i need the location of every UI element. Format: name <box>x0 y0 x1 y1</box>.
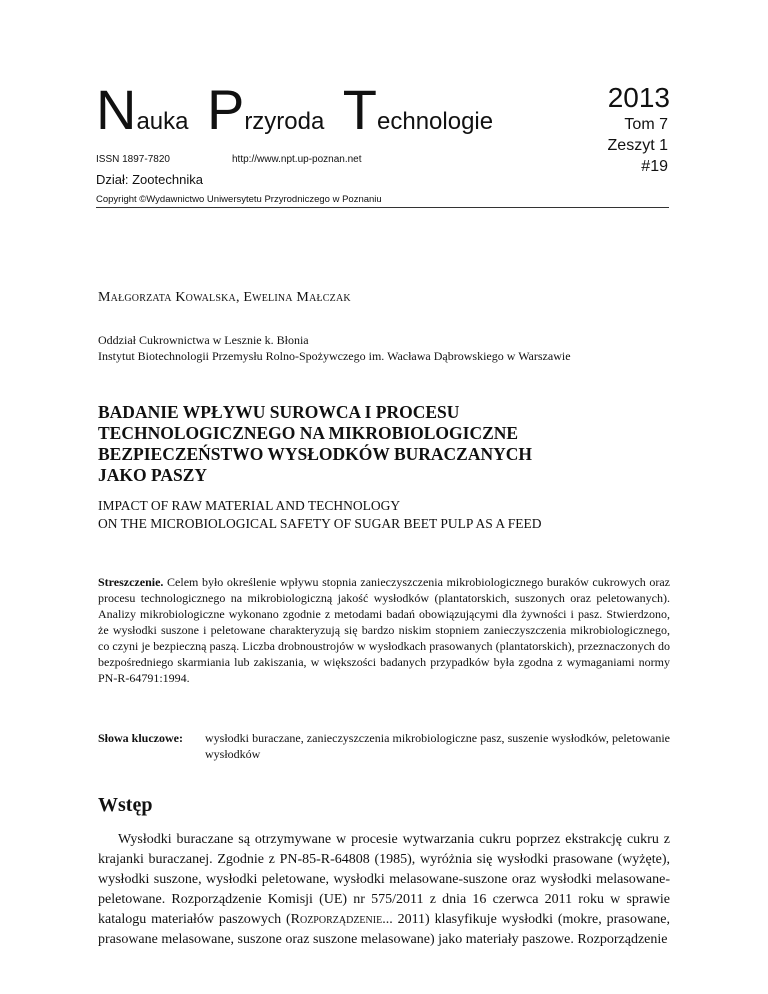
intro-text-part: ... 2011) klasyfikuje wysłodki (mokre, prasowane, prasowane melasowane, suszone oraz suszone melasowane) jako materiały paszowe. Rozporządzenie <box>98 912 670 947</box>
keywords-label: Słowa kluczowe: <box>98 731 183 745</box>
title-line: BEZPIECZEŃSTWO WYSŁODKÓW BURACZANYCH <box>98 444 533 464</box>
journal-url[interactable]: http://www.npt.up-poznan.net <box>232 154 362 165</box>
intro-paragraph <box>98 830 670 950</box>
journal-logo <box>96 78 507 141</box>
number-label: #19 <box>641 158 668 175</box>
intro-citation: Rozporządzenie <box>290 912 383 927</box>
keywords <box>98 730 670 762</box>
keywords-text: wysłodki buraczane, zanieczyszczenia mikrobiologiczne pasz, suszenie wysłodków, peletowanie wysłodków <box>205 731 670 761</box>
section-heading-intro: Wstęp <box>98 794 153 816</box>
title-line: TECHNOLOGICZNEGO NA MIKROBIOLOGICZNE <box>98 423 519 443</box>
copyright-notice: Copyright ©Wydawnictwo Uniwersytetu Przyrodniczego w Poznaniu <box>96 194 382 205</box>
issn: ISSN 1897-7820 <box>96 154 170 165</box>
abstract-label: Streszczenie. <box>98 575 164 589</box>
section-label: Dział: Zootechnika <box>96 172 203 187</box>
title-line: BADANIE WPŁYWU SUROWCA I PROCESU <box>98 402 460 422</box>
journal-word-1: Nauka <box>96 78 189 141</box>
volume-label: Tom 7 <box>624 116 668 133</box>
issue-info <box>608 114 668 177</box>
journal-word-3: Technologie <box>342 78 494 141</box>
issue-label: Zeszyt 1 <box>607 137 668 154</box>
title-line: ON THE MICROBIOLOGICAL SAFETY OF SUGAR BEET PULP AS A FEED <box>98 516 542 531</box>
affiliation <box>98 332 571 364</box>
affiliation-line: Oddział Cukrownictwa w Lesznie k. Błonia <box>98 333 309 347</box>
title-line: IMPACT OF RAW MATERIAL AND TECHNOLOGY <box>98 498 401 513</box>
journal-word-2: Przyroda <box>206 78 325 141</box>
abstract-text: Celem było określenie wpływu stopnia zanieczyszczenia mikrobiologicznego buraków cukrowych oraz procesu technologicznego na mikrobiologiczną jakość wysłodków (plantatorskich, suszonych oraz peletowanych). Analizy mikrobiologiczne wykonano zgodnie z metodami badań obowiązującymi dla żywności i pasz. Stwierdzono, że wysłodki suszone i peletowane charakteryzują się bardzo niskim stopniem zanieczyszczenia mikrobiologicznego, co czyni je bezpieczną paszą. Liczba drobnoustrojów w wysłodkach prasowanych (plantatorskich), przeznaczonych do bezpośredniego skarmiania lub zakiszania, w większości badanych przypadków była zgodna z wymaganiami normy PN-R-64791:1994. <box>98 575 670 685</box>
affiliation-line: Instytut Biotechnologii Przemysłu Rolno-Spożywczego im. Wacława Dąbrowskiego w Warszawie <box>98 349 571 363</box>
intro-text-part: Wysłodki buraczane są otrzymywane w procesie wytwarzania cukru poprzez ekstrakcję cukru z krajanki buraczanej. Zgodnie z PN-85-R-64808 (1985), wyróżnia się wysłodki prasowane (wyżęte), wysłodki suszone, wysłodki peletowane, wysłodki melasowane-suszone oraz wysłodki melasowane-peletowane. Rozporządzenie Komisji (UE) nr 575/2011 z dnia 16 czerwca 2011 roku w sprawie katalogu materiałów paszowych ( <box>98 832 670 927</box>
paper-title-polish <box>98 402 578 486</box>
header-divider <box>96 207 669 208</box>
abstract <box>98 574 670 686</box>
publication-year: 2013 <box>607 82 670 113</box>
authors: Małgorzata Kowalska, Ewelina Małczak <box>98 290 351 305</box>
paper-title-english <box>98 497 698 533</box>
title-line: JAKO PASZY <box>98 465 208 485</box>
